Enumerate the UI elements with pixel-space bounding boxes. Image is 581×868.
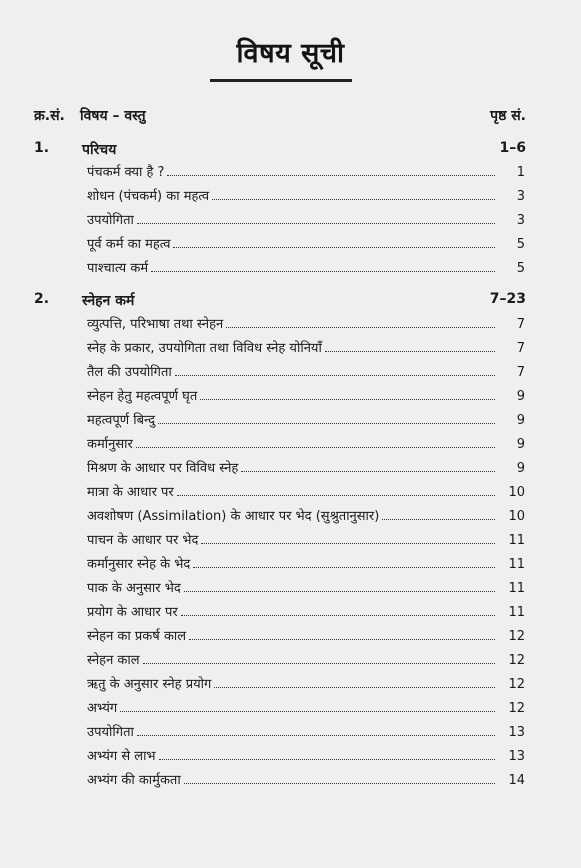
toc-entry[interactable] (87, 454, 525, 476)
section-number: 2. (34, 291, 50, 307)
entry-page: 7 (516, 365, 525, 380)
toc-entry[interactable] (87, 406, 525, 428)
header-serial: क्र.सं. (34, 108, 65, 124)
header-page: पृष्ठ सं. (490, 108, 526, 124)
dot-leader (226, 327, 495, 328)
entry-label: अभ्यंग (87, 701, 118, 716)
entry-page: 11 (508, 533, 525, 548)
section-title: स्नेहन कर्म (82, 293, 135, 309)
entry-page: 3 (516, 213, 525, 228)
entry-label: महत्वपूर्ण बिन्दु (87, 413, 155, 428)
entry-label: उपयोगिता (87, 725, 134, 740)
dot-leader (241, 471, 495, 472)
toc-entry[interactable] (87, 526, 525, 548)
toc-entry[interactable] (87, 670, 525, 692)
toc-entry[interactable] (87, 310, 525, 332)
entry-label: उपयोगिता (87, 213, 134, 228)
dot-leader (212, 199, 495, 200)
title-underline (210, 79, 352, 82)
entry-page: 9 (516, 413, 525, 428)
toc-entry[interactable] (87, 478, 525, 500)
toc-entry[interactable] (87, 502, 525, 524)
dot-leader (184, 783, 495, 784)
entry-page: 9 (516, 461, 525, 476)
entry-page: 13 (508, 725, 525, 740)
toc-entry[interactable] (87, 694, 525, 716)
entry-page: 10 (508, 509, 525, 524)
dot-leader (200, 399, 495, 400)
toc-entry[interactable] (87, 158, 525, 180)
entry-page: 11 (508, 605, 525, 620)
entry-page: 5 (516, 237, 525, 252)
entry-label: प्रयोग के आधार पर (87, 605, 178, 620)
entry-page: 11 (508, 581, 525, 596)
dot-leader (201, 543, 495, 544)
toc-entry[interactable] (87, 646, 525, 668)
toc-entry[interactable] (87, 742, 525, 764)
entry-label: व्युत्पत्ति, परिभाषा तथा स्नेहन (87, 317, 224, 332)
entry-page: 14 (508, 773, 525, 788)
toc-entry[interactable] (87, 230, 525, 252)
dot-leader (120, 711, 495, 712)
dot-leader (382, 519, 495, 520)
toc-entry[interactable] (87, 550, 525, 572)
dot-leader (137, 735, 495, 736)
entry-label: पाश्चात्य कर्म (87, 261, 149, 276)
entry-label: ऋतु के अनुसार स्नेह प्रयोग (87, 677, 212, 692)
toc-entry[interactable] (87, 718, 525, 740)
entry-page: 12 (508, 701, 525, 716)
entry-page: 3 (516, 189, 525, 204)
entry-page: 12 (508, 677, 525, 692)
toc-entry[interactable] (87, 182, 525, 204)
toc-entry[interactable] (87, 206, 525, 228)
section-page-range: 7–23 (489, 291, 526, 307)
entry-label: अभ्यंग की कार्मुकता (87, 773, 181, 788)
toc-entry[interactable] (87, 334, 525, 356)
entry-page: 9 (516, 389, 525, 404)
entry-label: मात्रा के आधार पर (87, 485, 174, 500)
dot-leader (177, 495, 495, 496)
dot-leader (189, 639, 495, 640)
dot-leader (137, 223, 495, 224)
entry-label: पंचकर्म क्या है ? (87, 165, 165, 180)
page-title: विषय सूची (236, 38, 345, 69)
entry-page: 12 (508, 653, 525, 668)
entry-label: अभ्यंग से लाभ (87, 749, 156, 764)
toc-entry[interactable] (87, 622, 525, 644)
dot-leader (158, 423, 495, 424)
entry-label: स्नेहन हेतु महत्वपूर्ण घृत (87, 389, 198, 404)
section-number: 1. (34, 140, 50, 156)
toc-entry[interactable] (87, 254, 525, 276)
entry-page: 7 (516, 317, 525, 332)
toc-entry[interactable] (87, 598, 525, 620)
dot-leader (143, 663, 495, 664)
toc-entry[interactable] (87, 574, 525, 596)
entry-page: 5 (516, 261, 525, 276)
entry-label: कर्मानुसार स्नेह के भेद (87, 557, 191, 572)
entry-label: स्नेह के प्रकार, उपयोगिता तथा विविध स्नेह योनियाँ (87, 341, 322, 356)
dot-leader (136, 447, 495, 448)
dot-leader (175, 375, 495, 376)
entry-label: पाचन के आधार पर भेद (87, 533, 199, 548)
entry-label: कर्मानुसार (87, 437, 133, 452)
entry-label: पूर्व कर्म का महत्व (87, 237, 171, 252)
toc-entry[interactable] (87, 766, 525, 788)
entry-page: 9 (516, 437, 525, 452)
dot-leader (193, 567, 495, 568)
entry-label: पाक के अनुसार भेद (87, 581, 181, 596)
entry-page: 13 (508, 749, 525, 764)
entry-label: तैल की उपयोगिता (87, 365, 172, 380)
dot-leader (181, 615, 495, 616)
dot-leader (173, 247, 495, 248)
dot-leader (151, 271, 495, 272)
header-subject: विषय – वस्तु (80, 108, 146, 124)
toc-entry[interactable] (87, 358, 525, 380)
section-page-range: 1–6 (499, 140, 526, 156)
toc-entry[interactable] (87, 430, 525, 452)
entry-page: 11 (508, 557, 525, 572)
toc-entry[interactable] (87, 382, 525, 404)
dot-leader (184, 591, 495, 592)
entry-page: 10 (508, 485, 525, 500)
entry-label: अवशोषण (Assimilation) के आधार पर भेद (सुश्रुतानुसार) (87, 509, 380, 524)
section-title: परिचय (82, 142, 117, 158)
entry-label: स्नेहन का प्रकर्ष काल (87, 629, 187, 644)
entry-page: 1 (516, 165, 525, 180)
dot-leader (159, 759, 495, 760)
entry-label: मिश्रण के आधार पर विविध स्नेह (87, 461, 239, 476)
dot-leader (167, 175, 495, 176)
entry-label: स्नेहन काल (87, 653, 140, 668)
entry-label: शोधन (पंचकर्म) का महत्व (87, 189, 210, 204)
entry-page: 12 (508, 629, 525, 644)
dot-leader (325, 351, 495, 352)
dot-leader (214, 687, 495, 688)
entry-page: 7 (516, 341, 525, 356)
